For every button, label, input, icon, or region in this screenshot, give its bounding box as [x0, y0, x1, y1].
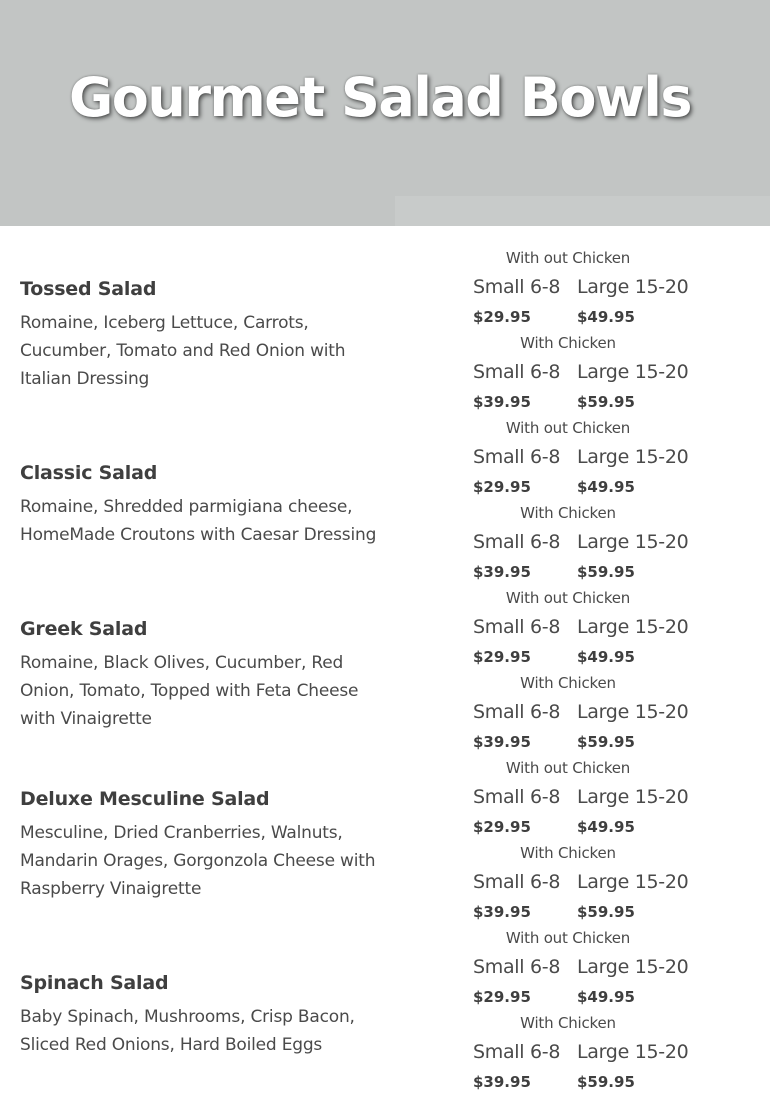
size-large-label: Large 15-20: [577, 616, 689, 638]
price-option-label: With Chicken: [520, 674, 616, 692]
price-option-label: With Chicken: [520, 504, 616, 522]
price-block-with-chicken: [473, 1013, 753, 1098]
size-small-label: Small 6-8: [473, 871, 561, 893]
price-small: $29.95: [473, 648, 531, 666]
size-large-label: Large 15-20: [577, 956, 689, 978]
menu-item-description: Mesculine, Dried Cranberries, Walnuts, Mandarin Orages, Gorgonzola Cheese with Raspberry Vinaigrette: [20, 823, 376, 899]
size-small-label: Small 6-8: [473, 956, 561, 978]
menu-item-spinach-salad: [20, 971, 390, 1059]
size-small-label: Small 6-8: [473, 446, 561, 468]
size-large-label: Large 15-20: [577, 871, 689, 893]
size-small-label: Small 6-8: [473, 531, 561, 553]
menu-item-classic-salad: [20, 461, 390, 549]
price-large: $59.95: [577, 393, 635, 411]
price-small: $29.95: [473, 988, 531, 1006]
price-small: $39.95: [473, 903, 531, 921]
price-option-label: With out Chicken: [505, 249, 631, 267]
menu-item-name: Spinach Salad: [20, 972, 169, 994]
size-large-label: Large 15-20: [577, 786, 689, 808]
size-large-label: Large 15-20: [577, 361, 689, 383]
price-large: $59.95: [577, 733, 635, 751]
menu-item-description: Baby Spinach, Mushrooms, Crisp Bacon, Sliced Red Onions, Hard Boiled Eggs: [20, 1007, 355, 1055]
price-large: $49.95: [577, 308, 635, 326]
menu-item-deluxe-mesculine-salad: [20, 787, 390, 903]
price-option-label: With Chicken: [520, 1014, 616, 1032]
price-block-without-chicken: [473, 928, 753, 1013]
price-large: $49.95: [577, 478, 635, 496]
size-small-label: Small 6-8: [473, 361, 561, 383]
price-block-without-chicken: [473, 758, 753, 843]
price-option-label: With out Chicken: [505, 419, 631, 437]
price-option-label: With out Chicken: [505, 929, 631, 947]
price-option-label: With out Chicken: [505, 589, 631, 607]
price-large: $59.95: [577, 903, 635, 921]
price-small: $39.95: [473, 393, 531, 411]
menu-item-description: Romaine, Black Olives, Cucumber, Red Onion, Tomato, Topped with Feta Cheese with Vinaigrette: [20, 653, 359, 729]
size-small-label: Small 6-8: [473, 786, 561, 808]
menu-item-tossed-salad: [20, 277, 390, 393]
menu-item-description: Romaine, Iceberg Lettuce, Carrots, Cucumber, Tomato and Red Onion with Italian Dressing: [20, 313, 346, 389]
size-small-label: Small 6-8: [473, 276, 561, 298]
price-small: $39.95: [473, 733, 531, 751]
size-large-label: Large 15-20: [577, 701, 689, 723]
price-block-without-chicken: [473, 588, 753, 673]
size-small-label: Small 6-8: [473, 701, 561, 723]
price-block-with-chicken: [473, 503, 753, 588]
size-large-label: Large 15-20: [577, 531, 689, 553]
price-block-without-chicken: [473, 418, 753, 503]
price-small: $29.95: [473, 478, 531, 496]
price-option-label: With Chicken: [520, 334, 616, 352]
price-small: $39.95: [473, 563, 531, 581]
size-small-label: Small 6-8: [473, 1041, 561, 1063]
price-large: $49.95: [577, 818, 635, 836]
size-large-label: Large 15-20: [577, 446, 689, 468]
menu-item-name: Classic Salad: [20, 462, 158, 484]
price-block-with-chicken: [473, 333, 753, 418]
price-small: $29.95: [473, 818, 531, 836]
menu-item-description: Romaine, Shredded parmigiana cheese, HomeMade Croutons with Caesar Dressing: [20, 497, 377, 545]
price-large: $49.95: [577, 988, 635, 1006]
size-large-label: Large 15-20: [577, 276, 689, 298]
price-block-with-chicken: [473, 673, 753, 758]
price-block-without-chicken: [473, 248, 753, 333]
size-small-label: Small 6-8: [473, 616, 561, 638]
page-title: Gourmet Salad Bowls: [68, 66, 692, 129]
price-small: $29.95: [473, 308, 531, 326]
menu-item-name: Deluxe Mesculine Salad: [20, 788, 270, 810]
price-block-with-chicken: [473, 843, 753, 928]
price-option-label: With out Chicken: [505, 759, 631, 777]
price-large: $59.95: [577, 1073, 635, 1091]
menu-item-name: Tossed Salad: [20, 278, 157, 300]
menu-item-name: Greek Salad: [20, 618, 148, 640]
menu-item-greek-salad: [20, 617, 390, 733]
size-large-label: Large 15-20: [577, 1041, 689, 1063]
header-shade: [395, 196, 770, 226]
price-small: $39.95: [473, 1073, 531, 1091]
price-large: $49.95: [577, 648, 635, 666]
price-large: $59.95: [577, 563, 635, 581]
price-option-label: With Chicken: [520, 844, 616, 862]
